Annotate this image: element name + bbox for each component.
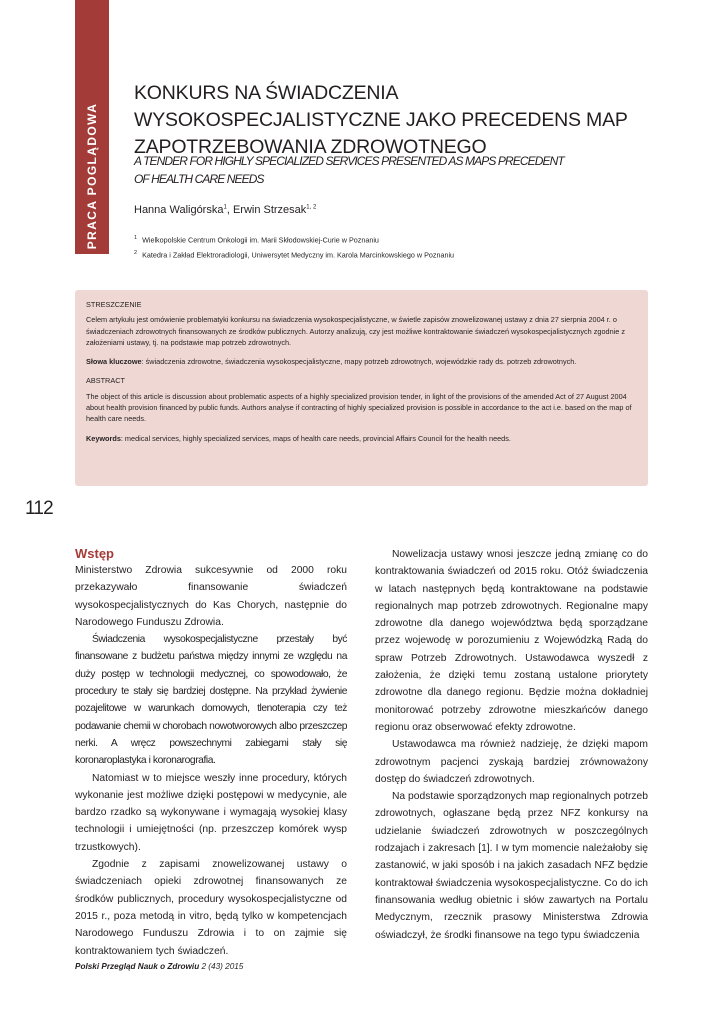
author-affiliation-ref: 1 xyxy=(223,204,227,211)
author-list: Hanna Waligórska$^1$, Erwin Strzesak$^{1, 2}$ xyxy=(134,204,317,216)
article-type-label: PRACA POGLĄDOWA xyxy=(85,102,99,250)
author-name: Hanna Waligórska xyxy=(134,204,224,216)
body-column-right xyxy=(375,546,648,944)
abstract-pl-heading: STRESZCZENIE xyxy=(86,300,142,309)
section-heading: Wstęp xyxy=(75,546,114,561)
abstract-en-text: The object of this article is discussion about problematic aspects of a highly specialized provision tender, in light of the provisions of the amended Act of 27 August 2004 about health provision financed by public funds. Authors analyse if contracting of highly specialized provision is possible in accordance to the act i.e. based on the map of health care needs. xyxy=(86,391,632,424)
affiliation-number: 2 xyxy=(134,249,138,256)
body-paragraph: Natomiast w to miejsce weszły inne procedury, których wykonanie jest możliwe dzięki postępowi w medycynie, ale bardzo rzadko są wykonywane i wymagają wysokiej klasy technologii i umiejętności (np. przeszczep komórek wysp trzustkowych). xyxy=(75,772,347,853)
body-paragraph: Świadczenia wysokospecjalistyczne przestały być finansowane z budżetu państwa między innymi ze względu na duży postęp w technologii medycznej, co spowodowało, że procedury te stały się bardziej dostępne. Na przykład żywienie pozajelitowe w warunkach domowych, tlenoterapia czy też podawanie chemii w chorobach nowotworowych albo przeszczep nerki. A wręcz powszechnymi zabiegami stały się koronaroplastyka i koronarografia. xyxy=(75,634,347,767)
keywords-en-label: Keywords xyxy=(86,433,121,443)
article-title: KONKURS NA ŚWIADCZENIA WYSOKOSPECJALISTYCZNE JAKO PRECEDENS MAP ZAPOTRZEBOWANIA ZDROWOTNEGO xyxy=(134,82,628,158)
affiliation-number: 1 xyxy=(134,235,138,241)
journal-issue: 2 (43) 2015 xyxy=(199,962,244,971)
keywords-pl-label: Słowa kluczowe xyxy=(86,357,142,367)
body-paragraph: Zgodnie z zapisami znowelizowanej ustawy o świadczeniach opieki zdrowotnej finansowanych ze środków publicznych, procedury wysokospecjalistyczne od 2015 r., poza metodą in vitro, będą tylko w kompetencjach Narodowego Funduszu Zdrowia i to on zajmie się kontraktowaniem tych świadczeń. xyxy=(75,859,347,957)
keywords-en xyxy=(86,433,637,444)
affiliation-text: Katedra i Zakład Elektroradiologii, Uniwersytet Medyczny im. Karola Marcinkowskiego w Poznaniu xyxy=(142,250,455,260)
keywords-pl xyxy=(86,356,637,367)
affiliation-item xyxy=(134,232,454,247)
affiliations xyxy=(134,232,454,262)
abstract-pl-text: Celem artykułu jest omówienie problematyki konkursu na świadczenia wysokospecjalistyczne, w świetle zapisów znowelizowanej ustawy z dnia 27 sierpnia 2004 r. o świadczeniach zdrowotnych finansowanych ze środków publicznych. Autorzy analizują, czy jest możliwe kontraktowanie świadczeń wysokospecjalistycznych zgodnie z założeniami ustawy, tj. na podstawie map potrzeb zdrowotnych. xyxy=(86,315,626,347)
body-column-left xyxy=(75,545,347,960)
author-name: Erwin Strzesak xyxy=(232,204,307,216)
body-paragraph: Ministerstwo Zdrowia sukcesywnie od 2000 roku przekazywało finansowanie świadczeń wysokospecjalistycznych do Kas Chorych, następnie do Narodowego Funduszu Zdrowia. xyxy=(75,565,347,628)
author-affiliation-ref: 1, 2 xyxy=(306,204,317,211)
journal-name: Polski Przegląd Nauk o Zdrowiu xyxy=(75,962,200,971)
journal-footer xyxy=(75,962,243,971)
body-paragraph: Na podstawie sporządzonych map regionalnych potrzeb zdrowotnych, ogłaszane będą przez NFZ konkursy na udzielanie świadczeń zdrowotnych w poszczególnych rodzajach i zakresach [1]. I w tym momencie należałoby się zastanowić, w jaki sposób i na jakich zasadach NFZ będzie kontraktował świadczenia wysokospecjalistyczne. Co do ich finansowania według obietnic i słów zawartych na Portalu Medycznym, rzecznik prasowy Ministerstwa Zdrowia oświadczył, że środki finansowe na tego typu świadczenia xyxy=(375,791,648,941)
body-paragraph: Ustawodawca ma również nadzieję, że dzięki mapom zdrowotnym pacjenci zyskają bardziej zrównoważony dostęp do świadczeń zdrowotnych. xyxy=(375,739,648,785)
page-number: 112 xyxy=(25,498,53,519)
body-paragraph: Nowelizacja ustawy wnosi jeszcze jedną zmianę co do kontraktowania świadczeń od 2015 roku. Otóż świadczenia w latach następnych będą kontraktowane na podstawie regionalnych map potrzeb zdrowotnych. Regionalne mapy zdrowotne dla danego województwa będą sporządzane przez wojewodę w porozumieniu z Wojewódzką Radą do spraw Potrzeb Zdrowotnych. Ustawodawca wyszedł z założenia, że dzięki temu zostaną ustalone priorytety zdrowotne dla danego regionu. Będzie można dokładniej monitorować potrzeby zdrowotne mieszkańców danego regionu oraz obserwować efekty zdrowotne. xyxy=(375,549,648,733)
abstract-en-heading: ABSTRACT xyxy=(86,376,125,386)
keywords-pl-list: : świadczenia zdrowotne, świadczenia wysokospecjalistyczne, mapy potrzeb zdrowotnych, wojewódzkie rady ds. potrzeb zdrowotnych. xyxy=(141,357,577,367)
affiliation-item xyxy=(134,247,454,262)
article-subtitle-en: A TENDER FOR HIGHLY SPECIALIZED SERVICES PRESENTED AS MAPS PRECEDENT OF HEALTH CARE NEEDS xyxy=(134,154,564,186)
keywords-en-list: : medical services, highly specialized services, maps of health care needs, provincial Affairs Council for the health needs. xyxy=(120,433,511,443)
affiliation-text: Wielkopolskie Centrum Onkologii im. Marii Skłodowskiej-Curie w Poznaniu xyxy=(142,235,379,245)
abstract-box xyxy=(75,290,648,486)
